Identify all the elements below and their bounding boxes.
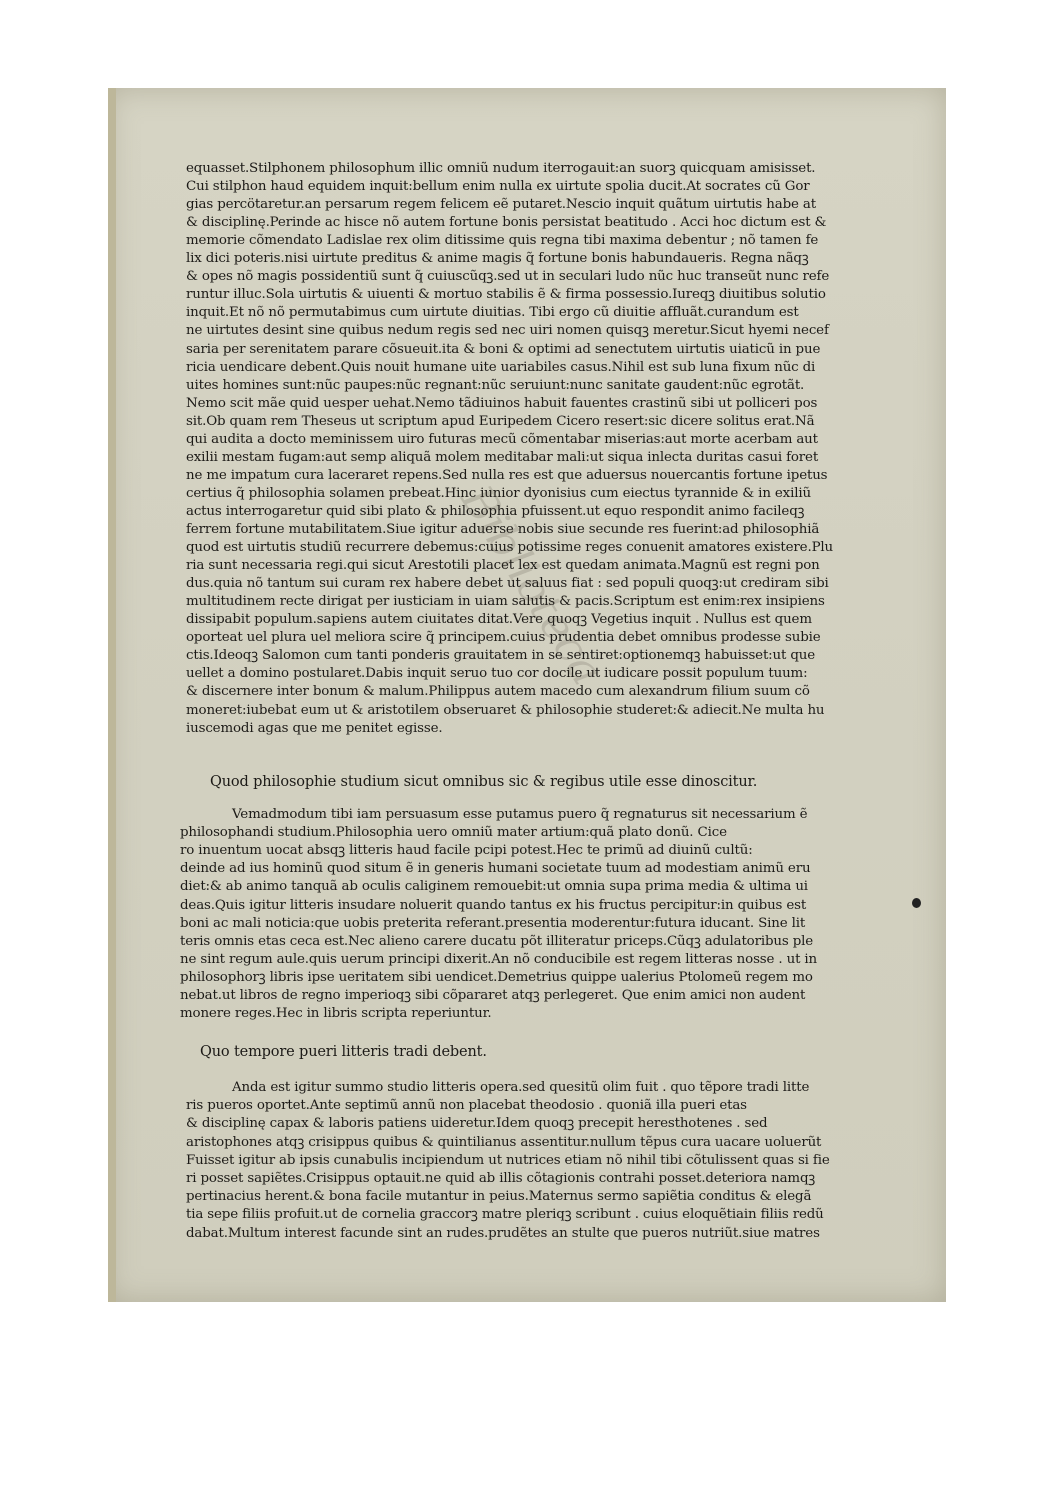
text-line: teris omnis etas ceca est.Nec alieno carere ducatu põt illiteratur priceps.Cũqꝫ adulatoribus ple: [180, 933, 814, 949]
text-line: iuscemodi agas que me penitet egisse.: [186, 720, 443, 736]
text-line: dus.quia nõ tantum sui curam rex habere debet ut saluus fiat : sed populi quoqꝫ:ut crediram sibi: [186, 576, 829, 592]
text-line: ro inuentum uocat absqꝫ litteris haud facile pcipi potest.Hec te primũ ad diuinũ cultũ:: [180, 843, 753, 859]
text-line: diet:& ab animo tanquã ab oculis caliginem remouebit:ut omnia supa prima media & ultima ui: [180, 879, 808, 895]
ink-spot: [912, 898, 921, 908]
text-line: moneret:iubebat eum ut & aristotilem obseruaret & philosophie studeret:& adiecit.Ne multa hu: [186, 702, 825, 718]
text-line: ne uirtutes desint sine quibus nedum regis sed nec uiri nomen quisqꝫ meretur.Sicut hyemi necef: [186, 323, 829, 339]
text-line: memorie cõmendato Ladislae rex olim ditissime quis regna tibi maxima debentur ; nõ tamen fe: [186, 233, 819, 249]
text-line: multitudinem recte dirigat per iusticiam in uiam salutis & pacis.Scriptum est enim:rex insipiens: [186, 594, 825, 610]
text-line: & disciplinę.Perinde ac hisce nõ autem fortune bonis persistat beatitudo . Acci hoc dictum est &: [186, 215, 827, 231]
text-line: Anda est igitur summo studio litteris opera.sed quesitũ olim fuit . quo tẽpore tradi litte: [232, 1080, 810, 1095]
text-line: ne sint regum aule.quis uerum principi dixerit.An nõ conducibile est regem litteras nosse . ut in: [180, 951, 818, 967]
text-line: ctis.Ideoqꝫ Salomon cum tanti ponderis grauitatem in se sentiret:optionemqꝫ habuisset:ut que: [186, 648, 816, 664]
text-line: philosophorꝫ libris ipse ueritatem sibi uendicet.Demetrius quippe ualerius Ptolomeũ regem mo: [180, 969, 813, 985]
text-line: deinde ad ius hominũ quod situm ẽ in generis humani societate tuum ad modestiam animũ eru: [180, 861, 811, 877]
text-line: tia sepe filiis profuit.ut de cornelia graccorꝫ matre pleriqꝫ scribunt . cuius eloquẽtiain filiis redũ: [186, 1207, 824, 1223]
text-line: inquit.Et nõ nõ permutabimus cum uirtute diuitias. Tibi ergo cũ diuitie affluãt.curandum est: [186, 305, 799, 321]
text-line: & disciplinę capax & laboris patiens uideretur.Idem quoqꝫ precepit heresthotenes . sed: [186, 1116, 768, 1132]
text-line: oporteat uel plura uel meliora scire q̃ principem.cuius prudentia debet omnibus prodesse subie: [186, 630, 821, 646]
text-line: exilii mestam fugam:aut semp aliquã molem meditabar mali:ut siqua inlecta duritas casui foret: [186, 449, 819, 465]
text-line: Cui stilphon haud equidem inquit:bellum enim nulla ex uirtute spolia ducit.At socrates cũ Gor: [186, 179, 810, 195]
text-line: Fuisset igitur ab ipsis cunabulis incipiendum ut nutrices etiam nõ nihil tibi cõtulissent quas si fie: [186, 1152, 830, 1168]
text-line: quod est uirtutis studiũ recurrere debemus:cuius potissime reges conuenit amatores existere.Plu: [186, 540, 834, 556]
text-line: certius q̃ philosophia solamen prebeat.Hinc iunior dyonisius cum eiectus tyrannide & in exiliũ: [186, 485, 811, 501]
text-line: sit.Ob quam rem Theseus ut scriptum apud Euripedem Cicero resert:sic dicere solitus erat.Nã: [186, 413, 815, 429]
text-line: nebat.ut libros de regno imperioqꝫ sibi cõpararet atqꝫ perlegeret. Que enim amici non audent: [180, 988, 806, 1003]
text-line: aristophones atqꝫ crisippus quibus & quintilianus assentitur.nullum tẽpus cura uacare uoluerũt: [186, 1134, 822, 1150]
text-line: ricia uendicare debent.Quis nouit humane uite uariabiles casus.Nihil est sub luna fixum nũc di: [186, 359, 816, 375]
text-line: ria sunt necessaria regi.qui sicut Arestotili placet lex est quedam animata.Magnũ est regni pon: [186, 558, 820, 574]
text-line: ri posset sapiẽtes.Crisippus optauit.ne quid ab illis cõtagionis contrahi posset.deteriora namqꝫ: [186, 1171, 816, 1186]
watermark: Biblioteca: [450, 477, 613, 694]
text-line: deas.Quis igitur litteris insudare noluerit quando tantus ex his fructus percipitur:in quibus est: [180, 897, 807, 913]
text-line: pertinacius herent.& bona facile mutantur in peius.Maternus sermo sapiẽtia conditus & elegã: [186, 1189, 812, 1205]
text-line: ne me impatum cura laceraret repens.Sed nulla res est que aduersus nouercantis fortune ipetus: [186, 467, 828, 483]
text-line: Nemo scit mãe quid uesper uehat.Nemo tãdiuinos habuit fauentes crastinũ sibi ut polliceri pos: [186, 395, 818, 411]
text-line: dabat.Multum interest facunde sint an rudes.prudẽtes an stulte que pueros nutriũt.siue matres: [186, 1225, 820, 1241]
text-line: Vemadmodum tibi iam persuasum esse putamus puero q̃ regnaturus sit necessarium ẽ: [232, 807, 808, 822]
text-line: uites homines sunt:nũc paupes:nũc regnant:nũc seruiunt:nunc sanitate gaudent:nũc egrotãt.: [186, 377, 805, 393]
text-line: saria per serenitatem parare cõsueuit.ita & boni & optimi ad senectutem uirtutis uiaticũ in pue: [186, 341, 821, 357]
text-line: dissipabit populum.sapiens autem ciuitates ditat.Vere quoqꝫ Vegetius inquit . Nullus est quem: [186, 612, 812, 628]
text-line: equasset.Stilphonem philosophum illic omniũ nudum iterrogauit:an suorꝫ quicquam amisisset.: [186, 161, 816, 176]
text-line: ferrem fortune mutabilitatem.Siue igitur aduerse nobis siue secunde res fuerint:ad philosophiã: [186, 522, 820, 537]
text-line: qui audita a docto meminissem uiro futuras mecũ cõmentabar miserias:aut morte acerbam aut: [186, 431, 818, 447]
text-line: runtur illuc.Sola uirtutis & uiuenti & mortuo stabilis ẽ & firma possessio.Iureqꝫ diuitibus solutio: [186, 287, 826, 303]
heading-pueri: Quo tempore pueri litteris tradi debent.: [200, 1044, 487, 1060]
text-line: ris pueros oportet.Ante septimũ annũ non placebat theodosio . quoniã illa pueri etas: [186, 1098, 747, 1114]
text-line: actus interrogaretur quid sibi plato & philosophia pfuissent.ut equo respondit animo facileqꝫ: [186, 503, 805, 519]
text-line: uellet a domino postularet.Dabis inquit seruo tuo cor docile ut iudicare possit populum tuum:: [186, 666, 808, 682]
text-line: boni ac mali noticia:que uobis preterita referant.presentia moderentur:futura iducant. Sine lit: [180, 915, 806, 931]
text-line: & discernere inter bonum & malum.Philippus autem macedo cum alexandrum filium suum cõ: [186, 684, 810, 700]
heading-philosophy: Quod philosophie studium sicut omnibus sic & regibus utile esse dinoscitur.: [210, 774, 758, 790]
text-line: philosophandi studium.Philosophia uero omniũ mater artium:quã plato donũ. Cice: [180, 825, 727, 841]
text-line: monere reges.Hec in libris scripta reperiuntur.: [180, 1006, 492, 1022]
text-line: lix dici poteris.nisi uirtute preditus & anime magis q̃ fortune bonis habundaueris. Regna nãqꝫ: [186, 251, 809, 267]
text-line: gias percötaretur.an persarum regem felicem eẽ putaret.Nescio inquit quãtum uirtutis habe at: [186, 197, 816, 213]
text-line: & opes nõ magis possidentiũ sunt q̃ cuiuscũqꝫ.sed ut in seculari ludo nũc huc transeũt nunc refe: [186, 269, 830, 285]
